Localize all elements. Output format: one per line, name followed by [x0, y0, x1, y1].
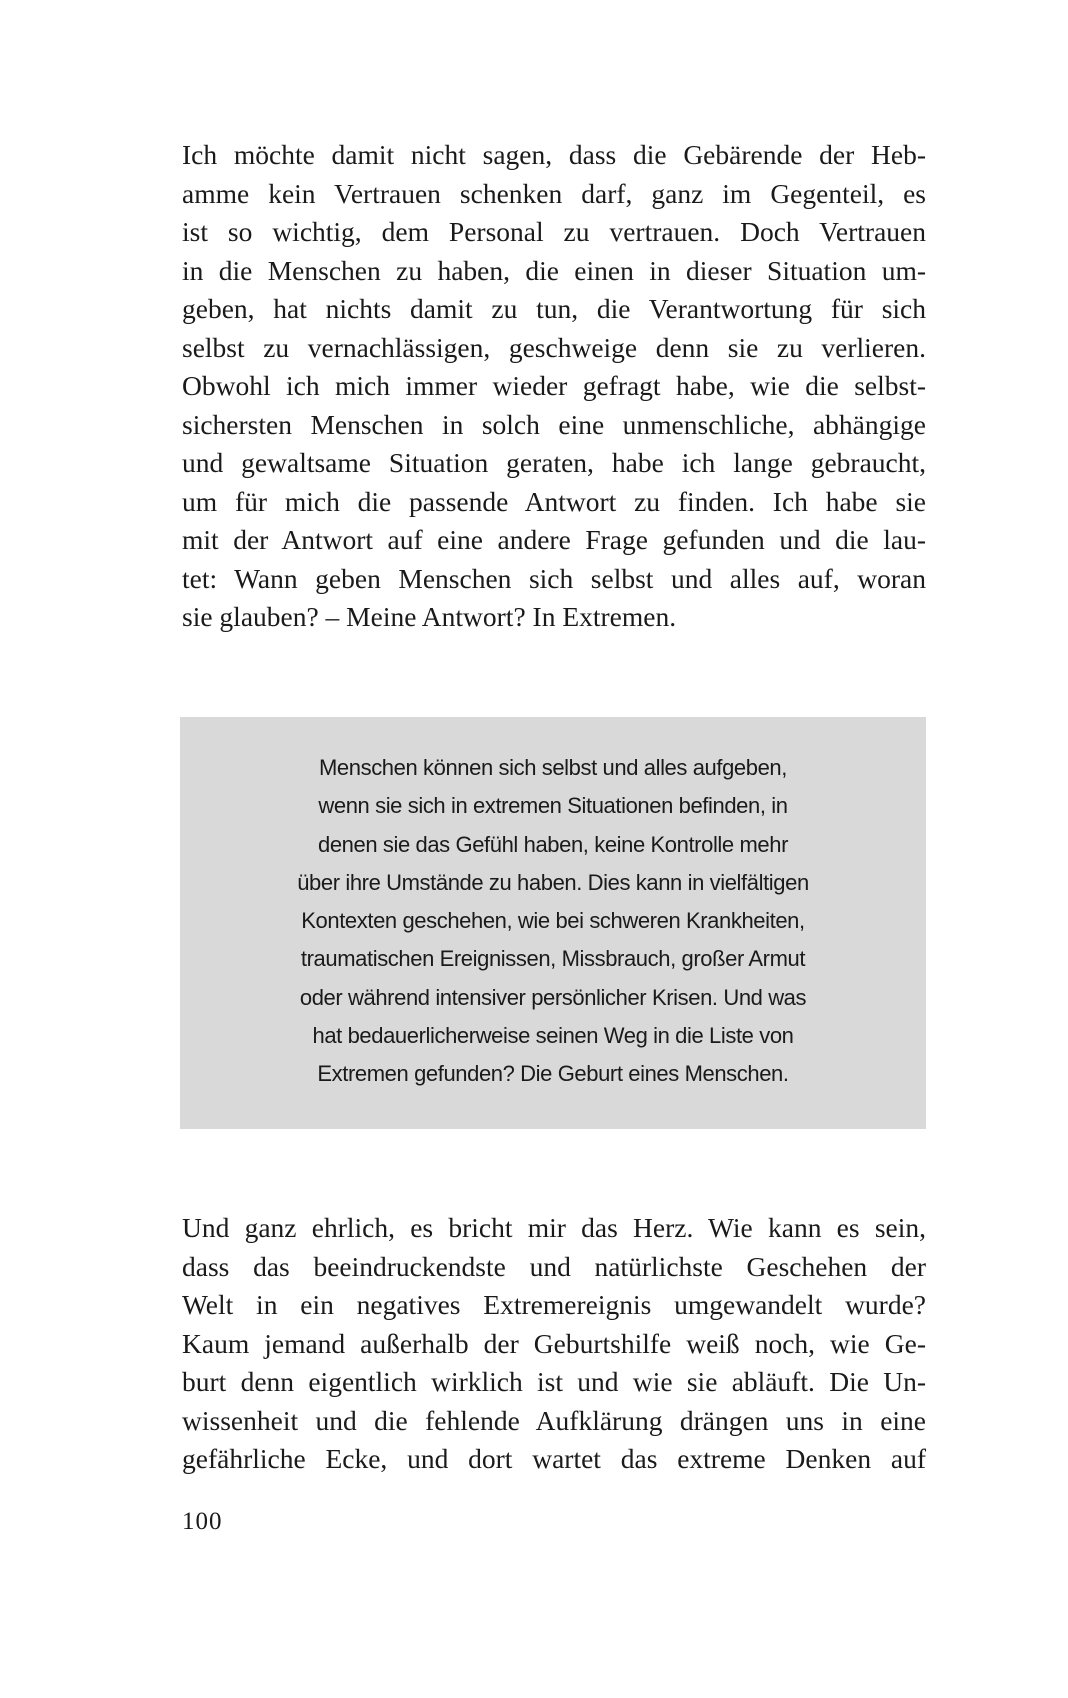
text-line: amme kein Vertrauen schenken darf, ganz im Gegenteil, es	[182, 177, 926, 209]
text-line: wissenheit und die fehlende Aufklärung drängen uns in eine	[182, 1404, 926, 1436]
text-line: tet: Wann geben Menschen sich selbst und alles auf, woran	[182, 562, 926, 594]
callout-line: hat bedauerlicherweise seinen Weg in die Liste von	[312, 1023, 794, 1049]
callout-line: über ihre Umstände zu haben. Dies kann in vielfältigen	[297, 869, 809, 895]
callout-line: wenn sie sich in extremen Situationen befinden, in	[318, 793, 788, 819]
callout-line: Kontexten geschehen, wie bei schweren Krankheiten,	[301, 908, 805, 934]
callout-text	[180, 749, 926, 1094]
text-line: selbst zu vernachlässigen, geschweige denn sie zu verlieren.	[182, 331, 926, 363]
text-line: sie glauben? – Meine Antwort? In Extremen.	[182, 601, 677, 632]
text-line: und gewaltsame Situation geraten, habe ich lange gebraucht,	[182, 447, 926, 478]
callout-line: traumatischen Ereignissen, Missbrauch, großer Armut	[300, 946, 806, 972]
callout-line: Menschen können sich selbst und alles aufgeben,	[319, 755, 787, 780]
callout-line: oder während intensiver persönlicher Krisen. Und was	[299, 984, 807, 1010]
text-line: burt denn eigentlich wirklich ist und wie sie abläuft. Die Un-	[182, 1366, 926, 1397]
callout-line: denen sie das Gefühl haben, keine Kontrolle mehr	[317, 831, 788, 857]
text-line: Und ganz ehrlich, es bricht mir das Herz. Wie kann es sein,	[182, 1212, 926, 1243]
text-line: mit der Antwort auf eine andere Frage gefunden und die lau-	[182, 524, 926, 555]
text-line: ist so wichtig, dem Personal zu vertrauen. Doch Vertrauen	[182, 216, 926, 247]
text-line: gefährliche Ecke, und dort wartet das extreme Denken auf	[182, 1443, 926, 1474]
body-paragraph-2	[182, 1209, 926, 1479]
text-line: Ich möchte damit nicht sagen, dass die Gebärende der Heb-	[182, 139, 926, 170]
text-line: Kaum jemand außerhalb der Geburtshilfe weiß noch, wie Ge-	[182, 1327, 926, 1359]
text-line: um für mich die passende Antwort zu finden. Ich habe sie	[182, 485, 926, 517]
text-line: sichersten Menschen in solch eine unmenschliche, abhängige	[182, 408, 926, 440]
body-paragraph-1	[182, 136, 926, 637]
callout-line: Extremen gefunden? Die Geburt eines Menschen.	[317, 1061, 789, 1087]
text-line: geben, hat nichts damit zu tun, die Verantwortung für sich	[182, 293, 926, 324]
page-number: 100	[182, 1508, 223, 1535]
text-line: Obwohl ich mich immer wieder gefragt habe, wie die selbst-	[182, 370, 926, 401]
callout-box	[180, 717, 926, 1129]
text-line: Welt in ein negatives Extremereignis umgewandelt wurde?	[182, 1289, 926, 1320]
text-line: in die Menschen zu haben, die einen in dieser Situation um-	[182, 254, 926, 286]
text-line: dass das beeindruckendste und natürlichste Geschehen der	[182, 1250, 926, 1282]
